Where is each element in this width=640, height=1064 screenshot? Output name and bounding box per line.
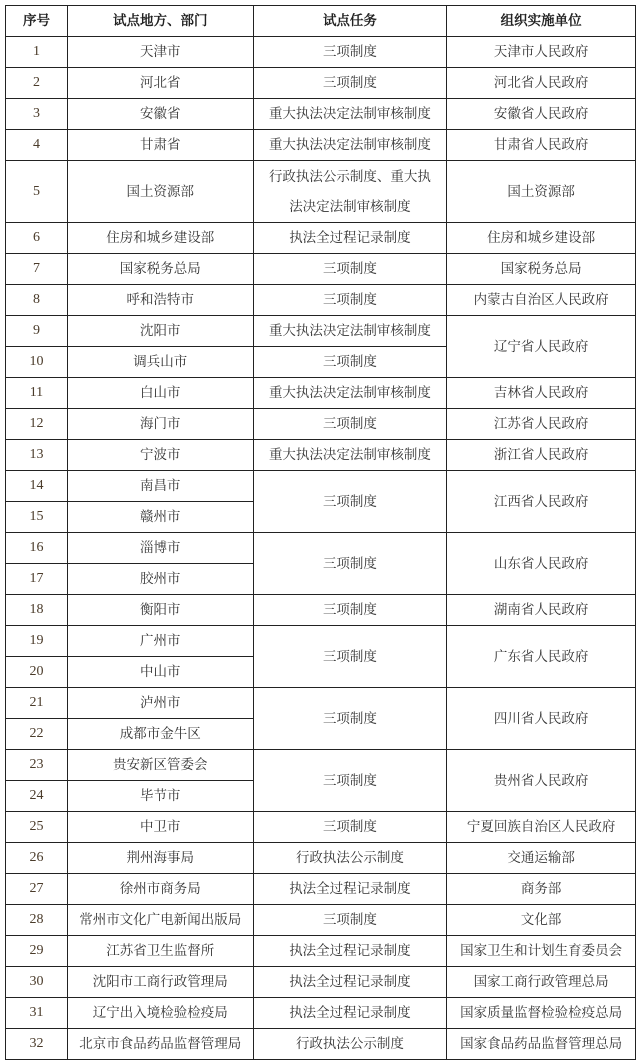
row-number: 32 — [6, 1029, 68, 1060]
organizing-unit: 安徽省人民政府 — [447, 99, 636, 130]
organizing-unit: 广东省人民政府 — [447, 626, 636, 688]
pilot-task: 重大执法决定法制审核制度 — [253, 316, 447, 347]
pilot-place: 住房和城乡建设部 — [67, 223, 253, 254]
pilot-place: 沈阳市 — [67, 316, 253, 347]
table-row — [6, 161, 636, 223]
pilot-task: 三项制度 — [253, 905, 447, 936]
table-row — [6, 440, 636, 471]
pilot-task: 执法全过程记录制度 — [253, 936, 447, 967]
organizing-unit: 湖南省人民政府 — [447, 595, 636, 626]
pilot-place: 贵安新区管委会 — [67, 750, 253, 781]
organizing-unit: 国家卫生和计划生育委员会 — [447, 936, 636, 967]
header-no: 序号 — [6, 6, 68, 37]
table-row — [6, 595, 636, 626]
row-number: 29 — [6, 936, 68, 967]
header-org: 组织实施单位 — [447, 6, 636, 37]
row-number: 25 — [6, 812, 68, 843]
pilot-place: 国家税务总局 — [67, 254, 253, 285]
table-row — [6, 223, 636, 254]
table-body — [6, 37, 636, 1060]
pilot-place: 毕节市 — [67, 781, 253, 812]
organizing-unit: 贵州省人民政府 — [447, 750, 636, 812]
pilot-task: 三项制度 — [253, 595, 447, 626]
organizing-unit: 江苏省人民政府 — [447, 409, 636, 440]
table-row — [6, 843, 636, 874]
pilot-place: 白山市 — [67, 378, 253, 409]
row-number: 20 — [6, 657, 68, 688]
pilot-place: 徐州市商务局 — [67, 874, 253, 905]
pilot-task: 执法全过程记录制度 — [253, 967, 447, 998]
table-row — [6, 68, 636, 99]
row-number: 28 — [6, 905, 68, 936]
table-row — [6, 905, 636, 936]
pilot-task: 三项制度 — [253, 533, 447, 595]
pilot-place: 北京市食品药品监督管理局 — [67, 1029, 253, 1060]
organizing-unit: 国家工商行政管理总局 — [447, 967, 636, 998]
row-number: 9 — [6, 316, 68, 347]
pilot-task: 重大执法决定法制审核制度 — [253, 99, 447, 130]
pilot-place: 沈阳市工商行政管理局 — [67, 967, 253, 998]
row-number: 16 — [6, 533, 68, 564]
pilot-task: 重大执法决定法制审核制度 — [253, 130, 447, 161]
row-number: 1 — [6, 37, 68, 68]
pilot-task: 三项制度 — [253, 688, 447, 750]
pilot-place: 衡阳市 — [67, 595, 253, 626]
table-row — [6, 874, 636, 905]
row-number: 5 — [6, 161, 68, 223]
row-number: 26 — [6, 843, 68, 874]
pilot-task: 执法全过程记录制度 — [253, 998, 447, 1029]
organizing-unit: 国家税务总局 — [447, 254, 636, 285]
pilot-task: 三项制度 — [253, 750, 447, 812]
pilot-task: 行政执法公示制度 — [253, 1029, 447, 1060]
pilot-task: 三项制度 — [253, 471, 447, 533]
row-number: 22 — [6, 719, 68, 750]
table-row — [6, 130, 636, 161]
table-row — [6, 936, 636, 967]
row-number: 23 — [6, 750, 68, 781]
pilot-place: 天津市 — [67, 37, 253, 68]
pilot-place: 广州市 — [67, 626, 253, 657]
pilot-place: 河北省 — [67, 68, 253, 99]
row-number: 13 — [6, 440, 68, 471]
table-row — [6, 533, 636, 564]
organizing-unit: 交通运输部 — [447, 843, 636, 874]
pilot-place: 南昌市 — [67, 471, 253, 502]
table-row — [6, 378, 636, 409]
pilot-task: 三项制度 — [253, 37, 447, 68]
pilot-place: 常州市文化广电新闻出版局 — [67, 905, 253, 936]
table-row — [6, 254, 636, 285]
table-row — [6, 967, 636, 998]
pilot-task: 重大执法决定法制审核制度 — [253, 440, 447, 471]
pilot-place: 海门市 — [67, 409, 253, 440]
row-number: 30 — [6, 967, 68, 998]
pilot-task: 执法全过程记录制度 — [253, 874, 447, 905]
row-number: 6 — [6, 223, 68, 254]
organizing-unit: 国家食品药品监督管理总局 — [447, 1029, 636, 1060]
pilot-task: 重大执法决定法制审核制度 — [253, 378, 447, 409]
pilot-place: 中卫市 — [67, 812, 253, 843]
row-number: 24 — [6, 781, 68, 812]
organizing-unit: 内蒙古自治区人民政府 — [447, 285, 636, 316]
organizing-unit: 山东省人民政府 — [447, 533, 636, 595]
row-number: 14 — [6, 471, 68, 502]
row-number: 10 — [6, 347, 68, 378]
organizing-unit: 国土资源部 — [447, 161, 636, 223]
pilot-task: 三项制度 — [253, 254, 447, 285]
organizing-unit: 吉林省人民政府 — [447, 378, 636, 409]
pilot-task: 三项制度 — [253, 812, 447, 843]
table-row — [6, 750, 636, 781]
pilot-place: 荆州海事局 — [67, 843, 253, 874]
table-row — [6, 37, 636, 68]
table-row — [6, 471, 636, 502]
pilot-task: 三项制度 — [253, 68, 447, 99]
pilot-place: 调兵山市 — [67, 347, 253, 378]
row-number: 8 — [6, 285, 68, 316]
pilot-task: 执法全过程记录制度 — [253, 223, 447, 254]
header-place: 试点地方、部门 — [67, 6, 253, 37]
table-row — [6, 285, 636, 316]
table-row — [6, 1029, 636, 1060]
organizing-unit: 河北省人民政府 — [447, 68, 636, 99]
pilot-task: 行政执法公示制度 — [253, 843, 447, 874]
pilot-task: 三项制度 — [253, 285, 447, 316]
pilot-place: 安徽省 — [67, 99, 253, 130]
organizing-unit: 四川省人民政府 — [447, 688, 636, 750]
row-number: 31 — [6, 998, 68, 1029]
pilot-task: 三项制度 — [253, 347, 447, 378]
pilot-task: 三项制度 — [253, 626, 447, 688]
row-number: 21 — [6, 688, 68, 719]
organizing-unit: 国家质量监督检验检疫总局 — [447, 998, 636, 1029]
row-number: 18 — [6, 595, 68, 626]
pilot-table — [5, 5, 636, 1060]
table-row — [6, 998, 636, 1029]
pilot-task: 三项制度 — [253, 409, 447, 440]
row-number: 27 — [6, 874, 68, 905]
organizing-unit: 辽宁省人民政府 — [447, 316, 636, 378]
table-row — [6, 688, 636, 719]
table-row — [6, 409, 636, 440]
table-header-row — [6, 6, 636, 37]
pilot-place: 胶州市 — [67, 564, 253, 595]
row-number: 7 — [6, 254, 68, 285]
header-task: 试点任务 — [253, 6, 447, 37]
organizing-unit: 商务部 — [447, 874, 636, 905]
organizing-unit: 浙江省人民政府 — [447, 440, 636, 471]
pilot-place: 淄博市 — [67, 533, 253, 564]
organizing-unit: 江西省人民政府 — [447, 471, 636, 533]
organizing-unit: 天津市人民政府 — [447, 37, 636, 68]
organizing-unit: 文化部 — [447, 905, 636, 936]
row-number: 11 — [6, 378, 68, 409]
organizing-unit: 住房和城乡建设部 — [447, 223, 636, 254]
table-row — [6, 316, 636, 347]
pilot-task: 行政执法公示制度、重大执法决定法制审核制度 — [253, 161, 447, 223]
pilot-place: 辽宁出入境检验检疫局 — [67, 998, 253, 1029]
pilot-place: 呼和浩特市 — [67, 285, 253, 316]
row-number: 15 — [6, 502, 68, 533]
row-number: 17 — [6, 564, 68, 595]
pilot-place: 成都市金牛区 — [67, 719, 253, 750]
pilot-place: 赣州市 — [67, 502, 253, 533]
row-number: 4 — [6, 130, 68, 161]
pilot-place: 泸州市 — [67, 688, 253, 719]
table-row — [6, 99, 636, 130]
table-row — [6, 812, 636, 843]
pilot-place: 江苏省卫生监督所 — [67, 936, 253, 967]
table-row — [6, 626, 636, 657]
pilot-place: 国土资源部 — [67, 161, 253, 223]
row-number: 12 — [6, 409, 68, 440]
row-number: 3 — [6, 99, 68, 130]
pilot-place: 甘肃省 — [67, 130, 253, 161]
organizing-unit: 宁夏回族自治区人民政府 — [447, 812, 636, 843]
row-number: 19 — [6, 626, 68, 657]
pilot-place: 中山市 — [67, 657, 253, 688]
organizing-unit: 甘肃省人民政府 — [447, 130, 636, 161]
row-number: 2 — [6, 68, 68, 99]
pilot-place: 宁波市 — [67, 440, 253, 471]
